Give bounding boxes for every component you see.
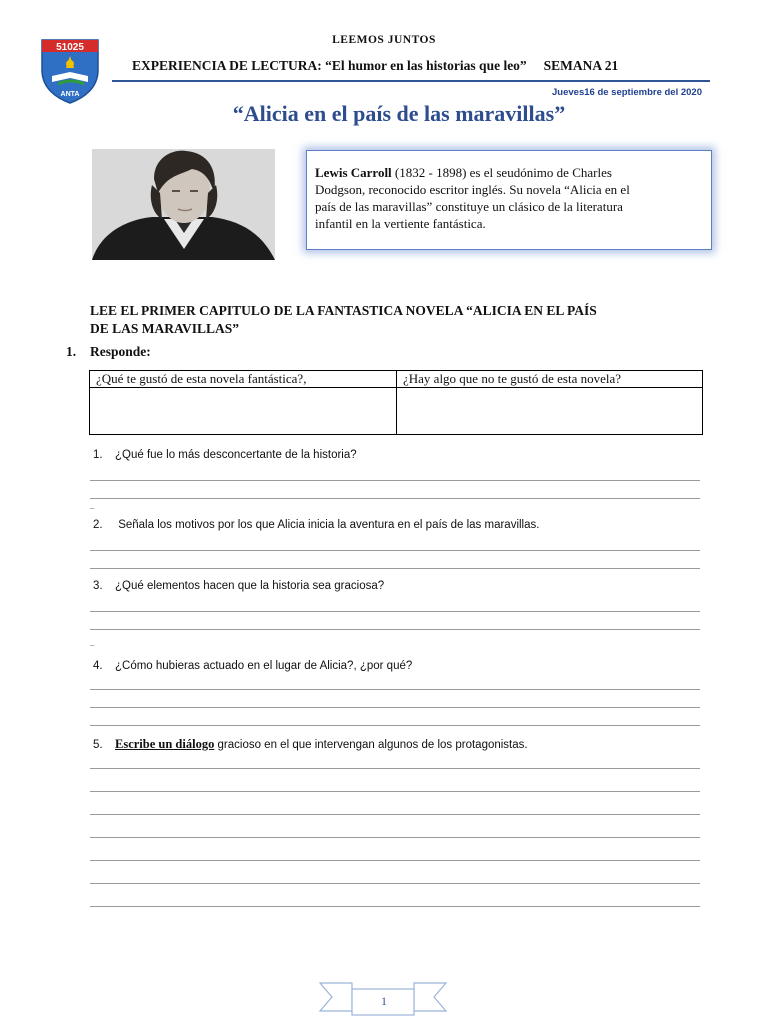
respond-heading: 1. Responde: [66, 344, 151, 359]
answer-line[interactable] [90, 791, 700, 792]
answer-line[interactable] [90, 498, 700, 499]
school-logo [38, 36, 102, 104]
experience-heading [132, 58, 618, 74]
answer-line[interactable] [90, 814, 700, 815]
emphasized-instruction: Escribe un diálogo [115, 737, 215, 751]
stray-mark: – [90, 503, 95, 513]
date: Jueves16 de septiembre del 2020 [552, 87, 702, 98]
answer-line[interactable] [90, 883, 700, 884]
answer-line[interactable] [90, 860, 700, 861]
header-rule [112, 80, 710, 82]
question-1: 1. ¿Qué fue lo más desconcertante de la historia? [93, 449, 357, 461]
question-2: 2. Señala los motivos por los que Alicia inicia la aventura en el país de las maravillas. [93, 519, 540, 531]
answer-line[interactable] [90, 906, 700, 907]
experience-label: EXPERIENCIA DE LECTURA: [132, 58, 322, 73]
experience-theme: “El humor en las historias que leo” [325, 58, 527, 73]
answer-line[interactable] [90, 768, 700, 769]
author-bio-box [306, 150, 712, 250]
bio-line-3: país de las maravillas” constituye un clásico de la literatura [315, 199, 623, 214]
week-label: SEMANA 21 [543, 58, 619, 73]
logo-number: 51025 [56, 42, 84, 53]
bio-line-1: Lewis Carroll (1832 - 1898) es el seudónimo de Charles [315, 165, 612, 180]
author-portrait [92, 149, 275, 260]
series-heading: LEEMOS JUNTOS [332, 34, 436, 46]
answer-line[interactable] [90, 568, 700, 569]
page-number: 1 [381, 994, 387, 1008]
bio-line-4: infantil en la vertiente fantástica. [315, 216, 486, 231]
answer-line[interactable] [90, 480, 700, 481]
opinion-table [89, 370, 703, 435]
answer-line[interactable] [90, 611, 700, 612]
answer-cell-disliked[interactable] [397, 388, 703, 435]
bio-line-2: Dodgson, reconocido escritor inglés. Su novela “Alicia en el [315, 182, 630, 197]
question-3: 3. ¿Qué elementos hacen que la historia sea graciosa? [93, 580, 385, 592]
table-header-disliked: ¿Hay algo que no te gustó de esta novela? [397, 371, 703, 388]
reading-instruction: LEE EL PRIMER CAPITULO DE LA FANTASTICA NOVELA “ALICIA EN EL PAÍS DE LAS MARAVILLAS” [90, 303, 597, 336]
question-5: 5. Escribe un diálogo gracioso en el que intervengan algunos de los protagonistas. [93, 737, 528, 751]
answer-line[interactable] [90, 707, 700, 708]
answer-line[interactable] [90, 550, 700, 551]
answer-line[interactable] [90, 629, 700, 630]
answer-cell-liked[interactable] [90, 388, 397, 435]
table-header-liked: ¿Qué te gustó de esta novela fantástica?, [90, 371, 397, 388]
author-name: Lewis Carroll [315, 165, 392, 180]
answer-line[interactable] [90, 837, 700, 838]
page-title: “Alicia en el país de las maravillas” [232, 101, 566, 126]
answer-line[interactable] [90, 725, 700, 726]
stray-mark: – [90, 640, 95, 650]
logo-school-name: ANTA [60, 91, 80, 98]
question-4: 4. ¿Cómo hubieras actuado en el lugar de Alicia?, ¿por qué? [93, 660, 413, 672]
answer-line[interactable] [90, 689, 700, 690]
